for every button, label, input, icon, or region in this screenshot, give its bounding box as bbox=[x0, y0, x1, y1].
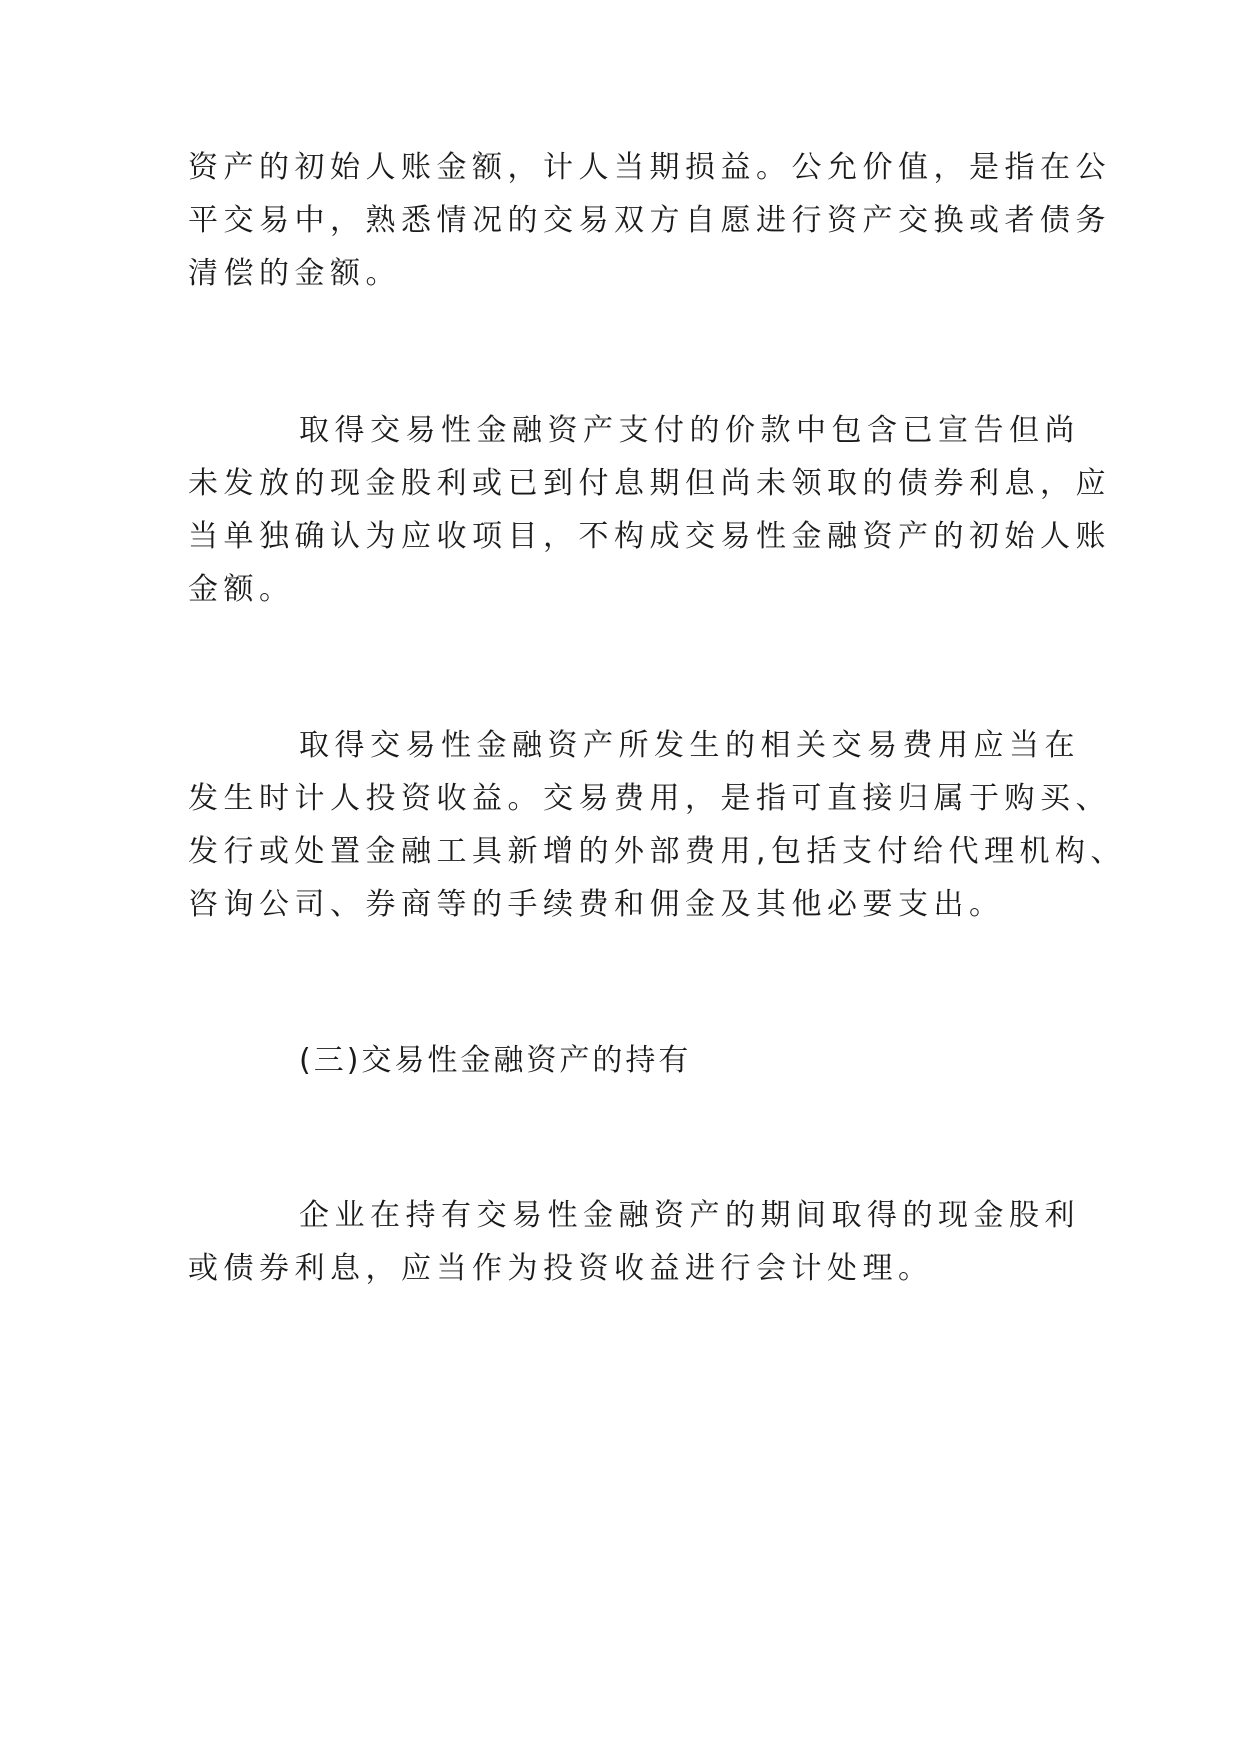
text-line: 取得交易性金融资产所发生的相关交易费用应当在 bbox=[299, 728, 1080, 763]
text-line: 或债券利息，应当作为投资收益进行会计处理。 bbox=[188, 1251, 934, 1286]
text-line: 发行或处置金融工具新增的外部费用,包括支付给代理机构、 bbox=[188, 834, 1127, 869]
section-heading-text: (三)交易性金融资产的持有 bbox=[299, 1043, 692, 1078]
text-line: 当单独确认为应收项目，不构成交易性金融资产的初始人账 bbox=[188, 519, 1111, 554]
text-line: 未发放的现金股利或已到付息期但尚未领取的债券利息，应 bbox=[188, 466, 1111, 501]
text-line: 平交易中，熟悉情况的交易双方自愿进行资产交换或者债务 bbox=[188, 203, 1111, 238]
text-line: 金额。 bbox=[188, 572, 295, 607]
text-line: 发生时计人投资收益。交易费用，是指可直接归属于购买、 bbox=[188, 781, 1111, 816]
text-line: 咨询公司、券商等的手续费和佣金及其他必要支出。 bbox=[188, 887, 1005, 922]
text-line: 清偿的金额。 bbox=[188, 256, 401, 291]
text-line: 取得交易性金融资产支付的价款中包含已宣告但尚 bbox=[299, 413, 1080, 448]
text-line: 企业在持有交易性金融资产的期间取得的现金股利 bbox=[299, 1198, 1080, 1233]
text-line: 资产的初始人账金额，计人当期损益。公允价值，是指在公 bbox=[188, 150, 1111, 185]
